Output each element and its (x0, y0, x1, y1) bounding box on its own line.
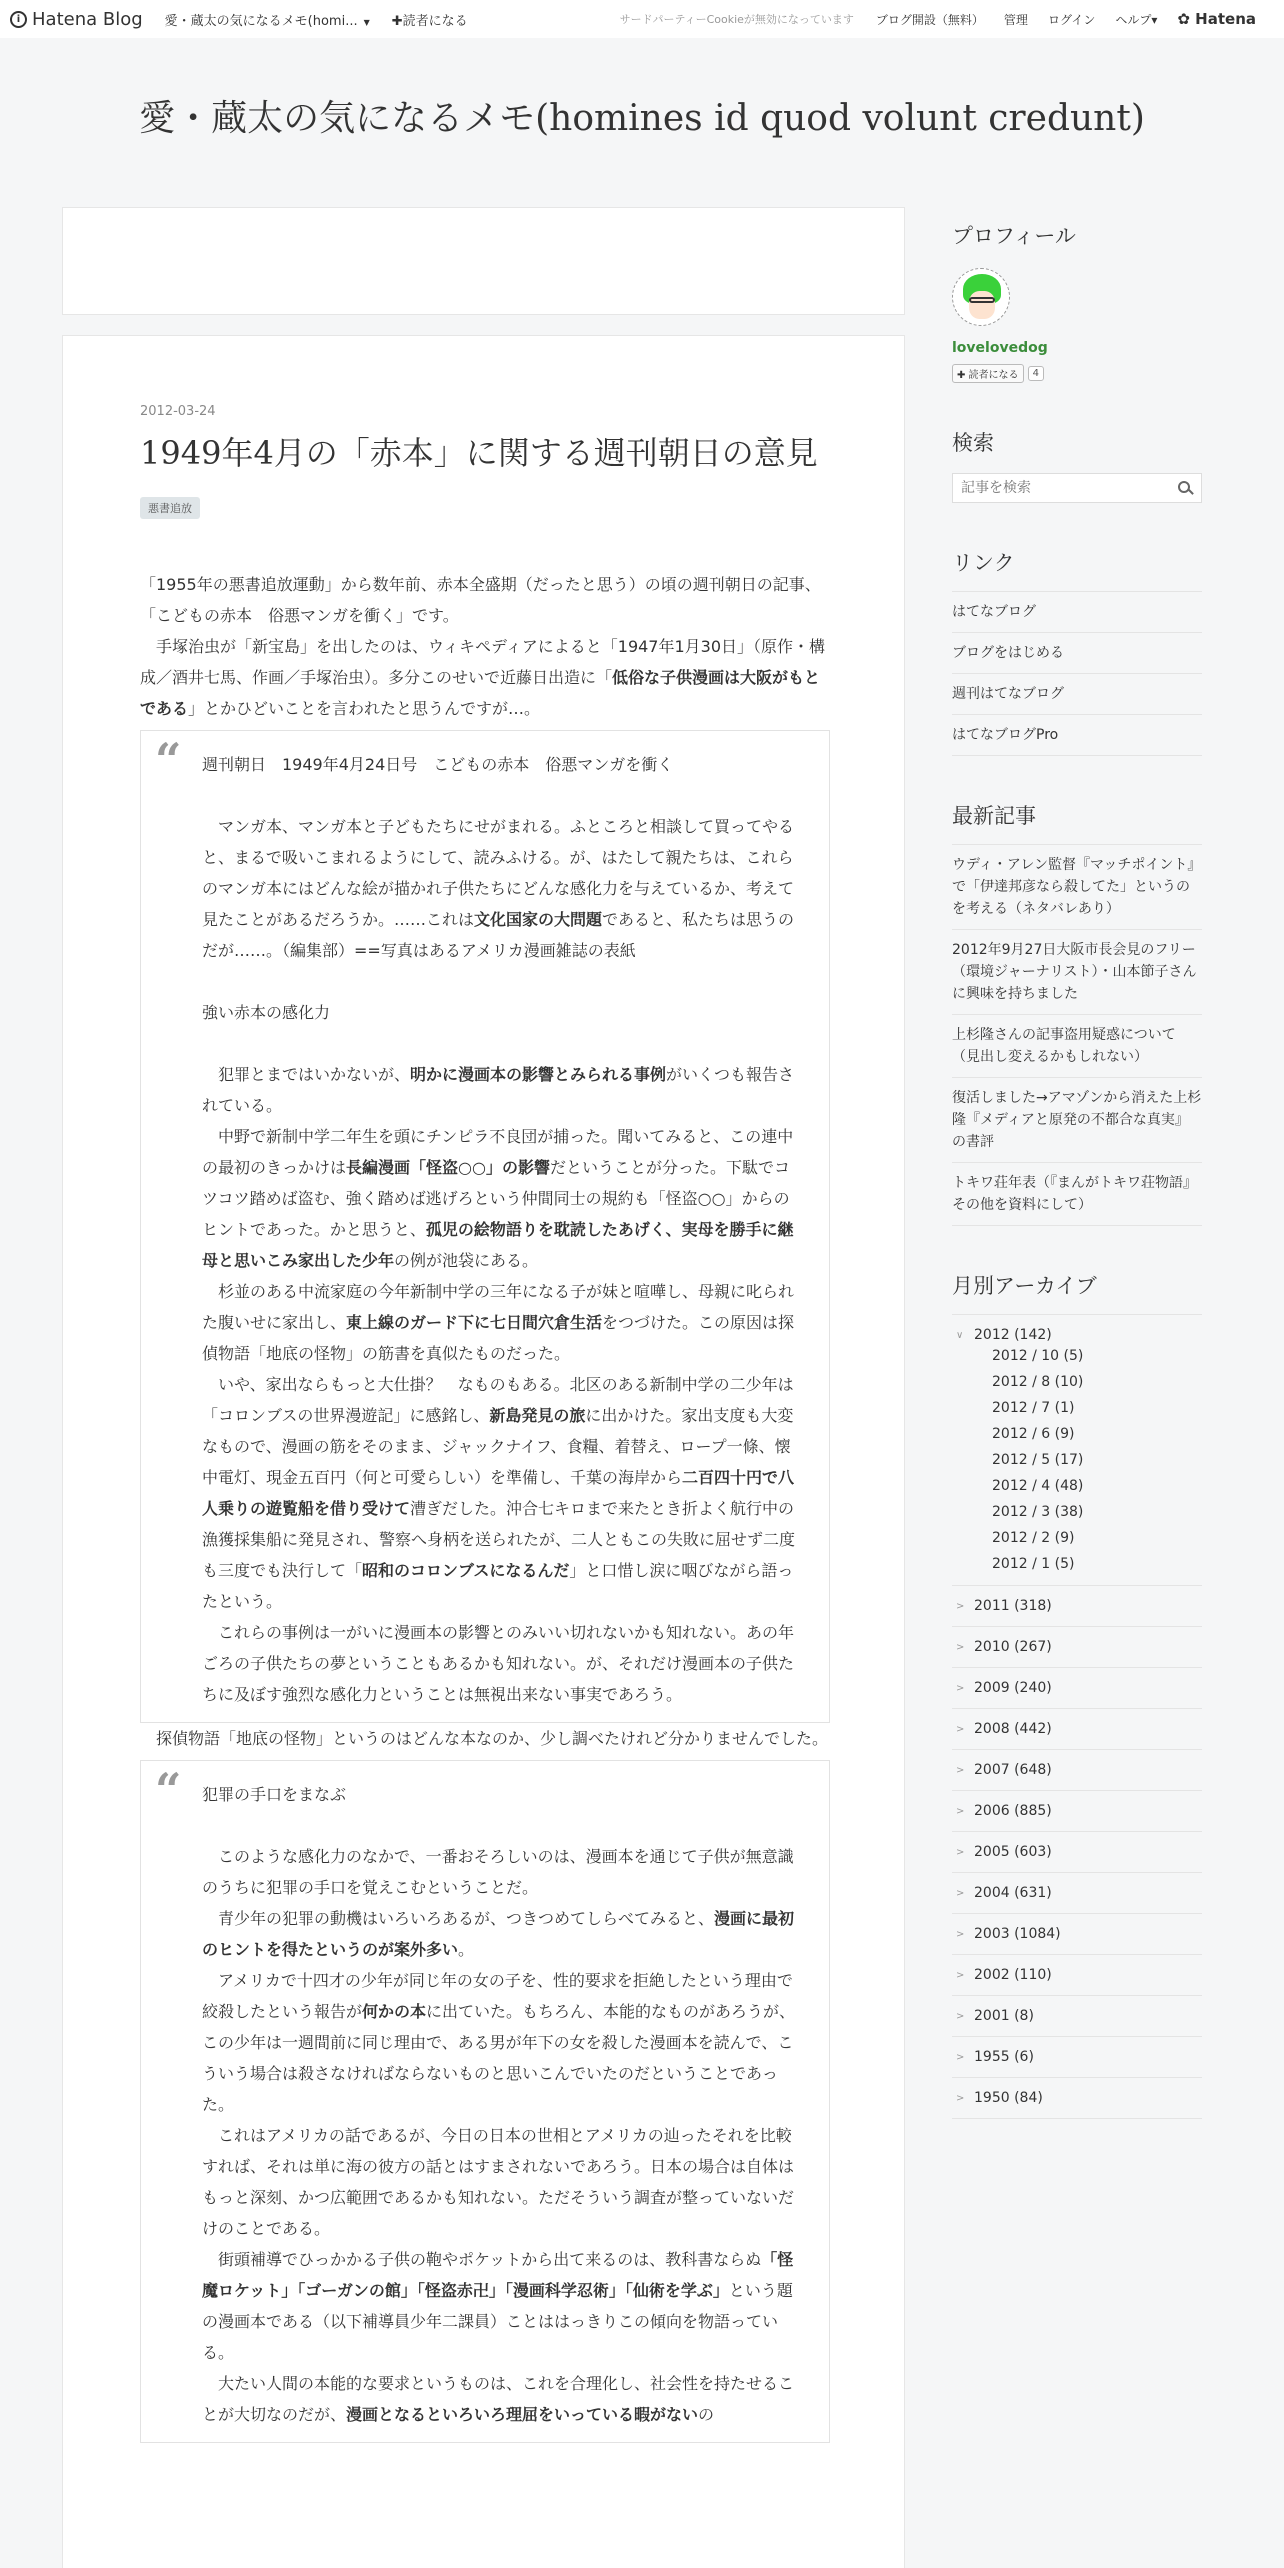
recent-item[interactable]: トキワ荘年表（『まんがトキワ荘物語』その他を資料にして） (952, 1163, 1202, 1226)
archive-year[interactable]: > 2011 (318) (952, 1586, 1202, 1627)
admin-link[interactable]: 管理 (1003, 12, 1028, 27)
header-right-links (620, 0, 1284, 38)
recent-heading: 最新記事 (952, 804, 1036, 828)
cookie-notice[interactable]: サードパーティーCookieが無効になっています (619, 13, 854, 26)
chevron-right-icon: > (956, 1641, 965, 1653)
archive-month[interactable]: 2012 / 8 (10) (992, 1374, 1084, 1390)
search-input[interactable] (953, 474, 1173, 502)
help-menu[interactable]: ヘルプ▾ (1115, 12, 1158, 27)
recent-item[interactable]: 上杉隆さんの記事盗用疑惑について（見出し変えるかもしれない） (952, 1015, 1202, 1078)
bold-text: 低俗な子供漫画は大阪がもとである (140, 667, 821, 718)
archive-month[interactable]: 2012 / 4 (48) (992, 1478, 1084, 1494)
archive-heading: 月別アーカイブ (952, 1274, 1097, 1298)
blockquote-1 (140, 730, 830, 1723)
archive-year[interactable]: > 2006 (885) (952, 1791, 1202, 1832)
chevron-right-icon: > (956, 2010, 965, 2022)
archive-year[interactable]: > 2010 (267) (952, 1627, 1202, 1668)
quote-paragraph: マンガ本、マンガ本と子どもたちにせがまれる。ふところと相談して買ってやると、まるで吸いこまれるようにして、読みふける。が、はたして親たちは、これらのマンガ本にはどんな絵が描かれ子供たちにどんな感化力を与えているか、考えて見たことがあるだろうか。……これは文化国家の大問題であると、私たちは思うのだが……。（編集部）==写真はあるアメリカ漫画雑誌の表紙 (202, 816, 795, 960)
entry-date[interactable]: 2012-03-24 (140, 404, 216, 419)
chevron-right-icon: > (956, 1723, 965, 1735)
sidebar-subscribe-button[interactable]: ✚ 読者になる (952, 364, 1024, 383)
links-heading: リンク (952, 551, 1015, 575)
archive-year[interactable]: > 2004 (631) (952, 1873, 1202, 1914)
archive-month[interactable]: 2012 / 5 (17) (992, 1452, 1084, 1468)
chevron-right-icon: > (956, 1846, 965, 1858)
quote-paragraph: 犯罪とまではいかないが、明かに漫画本の影響とみられる事例がいくつも報告されている。 (202, 1064, 795, 1115)
recent-item[interactable]: ウディ・アレン監督『マッチポイント』で「伊達邦彦なら殺してた」というのを考える（ネタバレあり） (952, 845, 1202, 930)
archive-month[interactable]: 2012 / 10 (5) (992, 1348, 1084, 1364)
intro-paragraph-2 (140, 631, 830, 724)
chevron-right-icon: > (956, 1969, 965, 1981)
recent-item[interactable]: 2012年9月27日大阪市長会見のフリー（環境ジャーナリスト）・山本節子さんに興味を持ちました (952, 930, 1202, 1015)
hatena-brand-label: Hatena (1195, 10, 1256, 28)
start-blog-link[interactable]: ブログ開設（無料） (875, 12, 984, 27)
archive-month[interactable]: 2012 / 7 (1) (992, 1400, 1075, 1416)
blog-menu-label: 愛・蔵太の気になるメモ(homi... (164, 13, 358, 29)
avatar-glasses (969, 297, 995, 303)
quote-subheading: 強い赤本の感化力 (202, 1002, 331, 1022)
profile-username[interactable]: lovelovedog (952, 340, 1048, 356)
blog-title[interactable]: 愛・蔵太の気になるメモ(homines id quod volunt credunt) (139, 98, 1145, 139)
caret-down-icon: ▼ (363, 17, 370, 27)
archive-year-toggle[interactable] (956, 1327, 1202, 1343)
links-list (952, 591, 1202, 756)
hatena-blog-logo[interactable] (10, 9, 143, 30)
chevron-right-icon: > (956, 1682, 965, 1694)
quote-heading: 犯罪の手口をまなぶ (202, 1784, 347, 1804)
sidebar (952, 220, 1202, 2119)
quote-paragraph: 青少年の犯罪の動機はいろいろあるが、つきつめてしらべてみると、漫画に最初のヒントを得たというのが案外多い。 (202, 1908, 795, 1959)
between-paragraph: 探偵物語「地底の怪物」というのはどんな本なのか、少し調べたけれど分かりませんでした。 (140, 1728, 829, 1748)
link-item[interactable]: ブログをはじめる (952, 633, 1202, 674)
quote-paragraph: 中野で新制中学二年生を頭にチンピラ不良団が捕った。聞いてみると、この連中の最初のきっかけは長編漫画「怪盗○○」の影響だということが分った。下駄でコツコツ踏めば盗む、強く踏めば逃げろという仲間同士の規約も「怪盗○○」からのヒントであった。かと思うと、孤児の絵物語りを耽読したあげく、実母を勝手に継母と思いこみ家出した少年の例が池袋にある。 (202, 1126, 794, 1270)
link-item[interactable]: 週刊はてなブログ (952, 674, 1202, 715)
category-tag[interactable]: 悪書追放 (140, 497, 200, 519)
archive-year[interactable]: > 2001 (8) (952, 1996, 1202, 2037)
intro-paragraph-1: 「1955年の悪書追放運動」から数年前、赤本全盛期（だったと思う）の頃の週刊朝日の記事、「こどもの赤本 俗悪マンガを衝く」です。 (140, 574, 821, 625)
chevron-right-icon: > (956, 1764, 965, 1776)
archive-year-label: 2012 (142) (974, 1327, 1052, 1343)
recent-list (952, 844, 1202, 1226)
archive-year[interactable]: > 2008 (442) (952, 1709, 1202, 1750)
chevron-right-icon: > (956, 1887, 965, 1899)
global-header (0, 0, 1284, 38)
archive-month[interactable]: 2012 / 3 (38) (992, 1504, 1084, 1520)
archive-list (952, 1314, 1202, 2119)
chevron-down-icon: ∨ (956, 1329, 964, 1341)
quote-paragraph: 杉並のある中流家庭の今年新制中学の三年になる子が妹と喧嘩し、母親に叱られた腹いせに家出し、東上線のガード下に七日間穴倉生活をつづけた。この原因は探偵物語「地底の怪物」の筋書を真似たものだった。 (202, 1281, 795, 1363)
entry-article (62, 335, 905, 2568)
entry-body (140, 569, 830, 2443)
intro-text: 」とかひどいことを言われたと思うんですが…。 (188, 698, 541, 718)
archive-year-open (952, 1315, 1202, 1586)
hatena-logo-icon: i (10, 11, 27, 28)
blog-menu-dropdown[interactable] (165, 10, 370, 29)
quote-paragraph: これはアメリカの話であるが、今日の日本の世相とアメリカの辿ったそれを比較すれば、それは単に海の彼方の話とはすまされないであろう。日本の場合は自体はもっと深刻、かつ広範囲であるかも知れない。ただそういう調査が整っていないだけのことである。 (202, 2125, 795, 2238)
archive-month[interactable]: 2012 / 1 (5) (992, 1556, 1075, 1572)
quote-mark-icon: “ (155, 732, 182, 787)
reader-row (952, 364, 1202, 383)
quote-paragraph: アメリカで十四才の少年が同じ年の女の子を、性的要求を拒絶したという理由で絞殺したという報告が何かの本に出ていた。もちろん、本能的なものがあろうが、この少年は一週間前に同じ理由で、ある男が年下の女を殺した漫画本を読んで、こういう場合は殺さなければならないものと思いこんでいたのだということであった。 (202, 1970, 795, 2114)
chevron-right-icon: > (956, 1805, 965, 1817)
archive-year[interactable]: > 2002 (110) (952, 1955, 1202, 1996)
chevron-right-icon: > (956, 2092, 965, 2104)
archive-year[interactable]: > 2003 (1084) (952, 1914, 1202, 1955)
archive-year[interactable]: > 1950 (84) (952, 2078, 1202, 2119)
search-box (952, 473, 1202, 503)
blockquote-2 (140, 1760, 830, 2443)
avatar[interactable] (952, 268, 1010, 326)
quote-heading: 週刊朝日 1949年4月24日号 こどもの赤本 俗悪マンガを衝く (202, 754, 674, 774)
ad-area (62, 207, 905, 315)
quote-paragraph: これらの事例は一がいに漫画本の影響とのみいい切れないかも知れない。あの年ごろの子供たちの夢ということもあるかも知れない。が、それだけ漫画本の子供たちに及ぼす強烈な感化力ということは無視出来ない事実であろう。 (202, 1622, 795, 1704)
intro-text: 手塚治虫が「新宝島」を出したのは、ウィキペディアによると「1947年1月30日」（原作・構成／酒井七馬、作画／手塚治虫）。多分このせいで近藤日出造に「 (140, 636, 826, 687)
archive-month[interactable]: 2012 / 6 (9) (992, 1426, 1075, 1442)
chevron-right-icon: > (956, 1928, 965, 1940)
archive-year[interactable]: > 2009 (240) (952, 1668, 1202, 1709)
avatar-face (969, 291, 995, 319)
quote-paragraph: いや、家出ならもっと大仕掛？ なものもある。北区のある新制中学の二少年は「コロンブスの世界漫遊記」に感銘し、新島発見の旅に出かけた。家出支度も大変なもので、漫画の筋をそのまま、ジャックナイフ、食糧、着替え、ロープ一條、懐中電灯、現金五百円（何と可愛らしい）を準備し、千葉の海岸から二百四十円で八人乗りの遊覧船を借り受けて漕ぎだした。沖合七キロまで来たとき折よく航行中の漁獲採集船に発見され、警察へ身柄を送られたが、二人ともこの失敗に屈せず二度も三度でも決行して「昭和のコロンブスになるんだ」と口惜し涙に咽びながら語ったという。 (202, 1374, 795, 1611)
archive-year[interactable]: > 1955 (6) (952, 2037, 1202, 2078)
quote-paragraph: 街頭補導でひっかかる子供の鞄やポケットから出て来るのは、教科書ならぬ「怪魔ロケット」「ゴーガンの館」「怪盗赤卍」「漫画科学忍術」「仙術を学ぶ」という題の漫画本である（以下補導員少年二課員）ことははっきりこの傾向を物語っている。 (202, 2249, 794, 2362)
subscribe-button[interactable]: ✚読者になる (391, 13, 468, 29)
entry-title[interactable]: 1949年4月の「赤本」に関する週刊朝日の意見 (140, 434, 818, 472)
profile-heading: プロフィール (952, 224, 1076, 248)
quote-paragraph: 大たい人間の本能的な要求というものは、これを合理化し、社会性を持たせることが大切なのだが、漫画となるといろいろ理屈をいっている暇がないの (202, 2373, 795, 2424)
archive-year[interactable]: > 2005 (603) (952, 1832, 1202, 1873)
link-item[interactable]: はてなブログ (952, 592, 1202, 633)
link-item[interactable]: はてなブログPro (952, 715, 1202, 756)
hatena-brand-link[interactable]: ✿ Hatena (1177, 10, 1256, 28)
quote-paragraph: このような感化力のなかで、一番おそろしいのは、漫画本を通じて子供が無意識のうちに犯罪の手口を覚えこむということだ。 (202, 1846, 794, 1897)
search-heading: 検索 (952, 431, 994, 455)
archive-year[interactable]: > 2007 (648) (952, 1750, 1202, 1791)
hatena-blog-label: Hatena Blog (32, 8, 143, 30)
login-link[interactable]: ログイン (1047, 12, 1096, 27)
recent-item[interactable]: 復活しました→アマゾンから消えた上杉隆『メディアと原発の不都合な真実』の書評 (952, 1078, 1202, 1163)
search-icon[interactable] (1173, 476, 1197, 500)
chevron-right-icon: > (956, 2051, 965, 2063)
reader-count-badge[interactable]: 4 (1028, 366, 1044, 381)
quote-mark-icon: “ (155, 1762, 182, 1817)
chevron-right-icon: > (956, 1600, 965, 1612)
archive-month[interactable]: 2012 / 2 (9) (992, 1530, 1075, 1546)
